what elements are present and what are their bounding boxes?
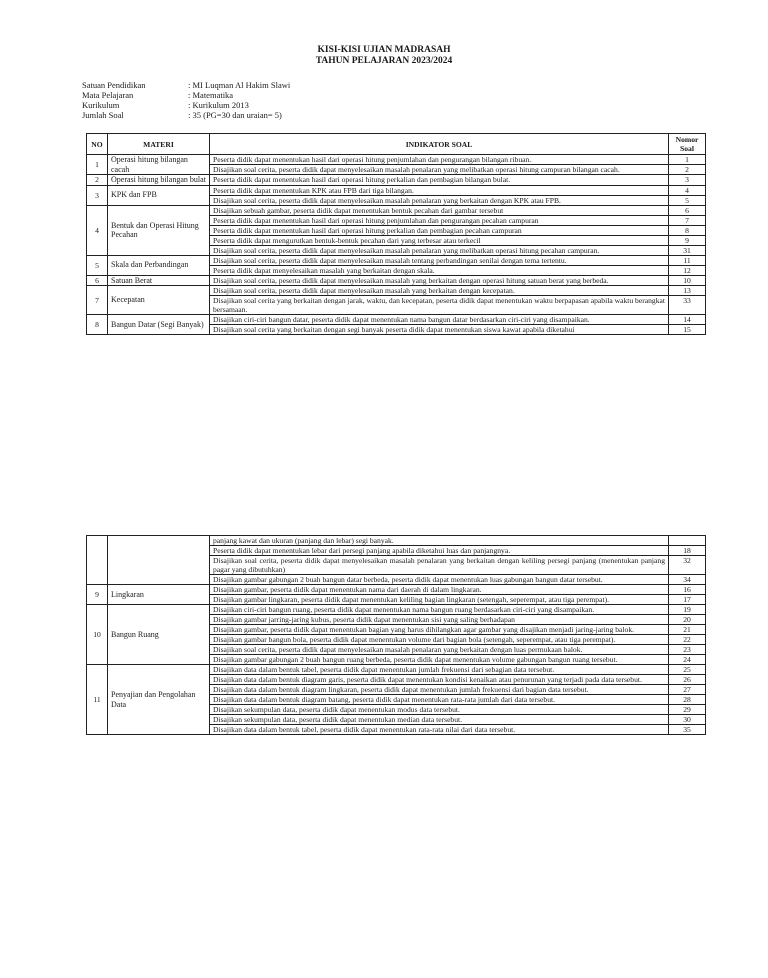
row-indikator: Peserta didik dapat menentukan lebar dari persegi panjang apabila diketahui luas dan panjangnya. [210,546,669,556]
row-no: 8 [87,315,108,335]
table-row [87,536,706,546]
row-nomor-soal: 26 [669,675,706,685]
row-nomor-soal: 30 [669,715,706,725]
row-nomor-soal: 11 [669,255,706,265]
table-row [87,315,706,325]
header-no: NO [87,134,108,155]
row-nomor-soal: 29 [669,705,706,715]
row-nomor-soal: 25 [669,665,706,675]
row-indikator: Disajikan gambar jarring-jaring kubus, peserta didik dapat menentukan sisi yang saling berhadapan [210,615,669,625]
row-nomor-soal: 23 [669,645,706,655]
row-nomor-soal: 6 [669,205,706,215]
info-row-jumlah [82,110,290,120]
row-indikator: Disajikan ciri-ciri bangun datar, peserta didik dapat menentukan nama bangun datar berdasarkan ciri-ciri yang disampaikan. [210,315,669,325]
table-row [87,585,706,595]
info-value: : 35 (PG=30 dan uraian= 5) [188,110,282,120]
row-nomor-soal: 33 [669,296,706,315]
table-body [87,155,706,335]
row-nomor-soal: 10 [669,275,706,286]
info-label: Mata Pelajaran [82,90,134,100]
kisi-kisi-table-page-2 [86,535,706,735]
info-label: Jumlah Soal [82,110,124,120]
header-nomor-soal: Nomor Soal [669,134,706,155]
row-materi: Operasi hitung bilangan bulat [108,175,210,186]
table-row [87,275,706,286]
row-nomor-soal: 27 [669,685,706,695]
row-indikator: Peserta didik dapat menentukan hasil dari operasi hitung penjumlahan dan pengurangan bilangan ribuan. [210,155,669,165]
row-materi: KPK dan FPB [108,185,210,205]
row-nomor-soal: 28 [669,695,706,705]
row-indikator: Disajikan data dalam bentuk diagram garis, peserta didik dapat menentukan kondisi kenaikan atau penurunan yang terjadi pada data tersebut. [210,675,669,685]
row-indikator: Disajikan gambar gabungan 2 buah bangun ruang berbeda, peserta didik dapat menentukan volume gabungan bangun ruang tersebut. [210,655,669,665]
row-indikator: Disajikan sebuah gambar, peserta didik dapat menentukan bentuk pecahan dari gambar tersebut [210,205,669,215]
row-nomor-soal: 15 [669,325,706,335]
row-indikator: Disajikan gambar, peserta didik dapat menentukan bagian yang harus dihilangkan agar gambar yang disajikan menjadi jaring-jaring balok. [210,625,669,635]
row-indikator: Disajikan data dalam bentuk diagram batang, peserta didik dapat menentukan rata-rata jumlah dari data tersebut. [210,695,669,705]
table-row [87,286,706,296]
kisi-kisi-table-page-1 [86,133,706,335]
row-indikator: Disajikan soal cerita, peserta didik dapat menyelesaikan masalah penalaran yang melibatkan operasi hitung campuran bilangan cacah. [210,165,669,175]
row-indikator: Peserta didik dapat menentukan hasil dari operasi hitung penjumlahan dan pengurangan pecahan campuran [210,215,669,225]
row-nomor-soal: 18 [669,546,706,556]
row-nomor-soal: 16 [669,585,706,595]
table-row [87,255,706,265]
row-indikator: Disajikan data dalam bentuk diagram lingkaran, peserta didik dapat menentukan jumlah frekuensi dari bagian data tersebut. [210,685,669,695]
table-row [87,185,706,195]
row-indikator: Disajikan soal cerita, peserta didik dapat menyelesaikan masalah penalaran yang berkaitan dengan KPK atau FPB. [210,195,669,205]
info-label: Kurikulum [82,100,120,110]
row-indikator: Disajikan data dalam bentuk tabel, peserta didik dapat menentukan jumlah frekuensi dari sebagian data tersebut. [210,665,669,675]
row-indikator: Disajikan ciri-ciri bangun ruang, peserta didik dapat menentukan nama bangun ruang berdasarkan ciri-ciri yang disampaikan. [210,605,669,615]
row-indikator: Peserta didik dapat menentukan KPK atau FPB dari tiga bilangan. [210,185,669,195]
row-nomor-soal: 12 [669,265,706,275]
row-materi: Lingkaran [108,585,210,605]
row-materi: Skala dan Perbandingan [108,255,210,275]
row-nomor-soal: 24 [669,655,706,665]
table-body [87,536,706,735]
row-nomor-soal: 34 [669,575,706,585]
row-indikator: Disajikan soal cerita, peserta didik dapat menyelesaikan masalah tentang perbandingan senilai dengan tema tertentu. [210,255,669,265]
title-line-2: TAHUN PELAJARAN 2023/2024 [315,56,453,66]
row-indikator: Peserta didik dapat menentukan hasil dari operasi hitung perkalian dan pembagian pecahan campuran [210,225,669,235]
row-materi: Bangun Datar (Segi Banyak) [108,315,210,335]
document-info [82,80,290,120]
row-indikator: Disajikan soal cerita yang berkaitan dengan segi banyak peserta didik dapat menentukan siswa kawat apabila diketahui [210,325,669,335]
title-line-1: KISI-KISI UJIAN MADRASAH [317,45,451,55]
row-nomor-soal: 13 [669,286,706,296]
row-nomor-soal: 20 [669,615,706,625]
header-indikator: INDIKATOR SOAL [210,134,669,155]
row-no: 9 [87,585,108,605]
row-indikator: Disajikan soal cerita, peserta didik dapat menyelesaikan masalah yang berkaitan dengan kecepatan. [210,286,669,296]
row-no: 2 [87,175,108,186]
row-nomor-soal: 35 [669,725,706,735]
row-nomor-soal: 31 [669,245,706,255]
row-no: 1 [87,155,108,175]
row-no: 6 [87,275,108,286]
row-nomor-soal: 14 [669,315,706,325]
row-no: 3 [87,185,108,205]
table-header-row [87,134,706,155]
row-nomor-soal: 7 [669,215,706,225]
row-indikator: Disajikan soal cerita, peserta didik dapat menyelesaikan masalah yang berkaitan dengan operasi hitung satuan berat yang berbeda. [210,275,669,286]
row-materi: Bangun Ruang [108,605,210,665]
row-nomor-soal: 5 [669,195,706,205]
table-row [87,665,706,675]
info-row-satuan [82,80,290,90]
row-nomor-soal: 8 [669,225,706,235]
row-materi: Satuan Berat [108,275,210,286]
row-indikator: Disajikan soal cerita, peserta didik dapat menyelesaikan masalah penalaran yang berkaitan dengan keliling persegi panjang (menentukan panjang pagar yang dibutuhkan) [210,556,669,575]
row-indikator: Disajikan data dalam bentuk tabel, peserta didik dapat menentukan rata-rata nilai dari data tersebut. [210,725,669,735]
row-indikator: Disajikan soal cerita, peserta didik dapat menyelesaikan masalah penalaran yang melibatkan operasi hitung pecahan campuran. [210,245,669,255]
table-row [87,175,706,186]
row-nomor-soal: 22 [669,635,706,645]
row-nomor-soal: 21 [669,625,706,635]
row-no: 5 [87,255,108,275]
row-no: 10 [87,605,108,665]
row-indikator: Peserta didik dapat menentukan hasil dari operasi hitung perkalian dan pembagian bilangan bulat. [210,175,669,186]
info-row-kurikulum [82,100,290,110]
header-materi: MATERI [108,134,210,155]
info-value: : MI Luqman Al Hakim Slawi [188,80,291,90]
row-materi [108,536,210,585]
row-nomor-soal: 17 [669,595,706,605]
row-materi: Kecepatan [108,286,210,315]
row-indikator: Disajikan soal cerita yang berkaitan dengan jarak, waktu, dan kecepatan, peserta didik dapat menentukan waktu berpapasan apabila waktu berangkat bersamaan. [210,296,669,315]
row-nomor-soal: 4 [669,185,706,195]
row-indikator: Disajikan sekumpulan data, peserta didik dapat menentukan median data tersebut. [210,715,669,725]
row-no: 7 [87,286,108,315]
row-nomor-soal: 19 [669,605,706,615]
row-nomor-soal: 32 [669,556,706,575]
row-materi: Bentuk dan Operasi Hitung Pecahan [108,205,210,255]
row-indikator: Disajikan gambar lingkaran, peserta didik dapat menentukan keliling bagian lingkaran (setengah, seperempat, atau tiga perempat). [210,595,669,605]
row-indikator: Disajikan gambar gabungan 2 buah bangun datar berbeda, peserta didik dapat menentukan luas gabungan bangun datar tersebut. [210,575,669,585]
info-value: : Matematika [188,90,234,100]
row-indikator: Disajikan gambar bangun bola, peserta didik dapat menentukan volume dari bagian bola (setengah, seperempat, atau tiga perempat). [210,635,669,645]
row-nomor-soal: 9 [669,235,706,245]
row-indikator: Disajikan gambar, peserta didik dapat menentukan nama dari daerah di dalam lingkaran. [210,585,669,595]
row-indikator: panjang kawat dan ukuran (panjang dan lebar) segi banyak. [210,536,669,546]
row-indikator: Peserta didik dapat menyelesaikan masalah yang berkaitan dengan skala. [210,265,669,275]
row-no [87,536,108,585]
row-indikator: Disajikan sekumpulan data, peserta didik dapat menentukan modus data tersebut. [210,705,669,715]
row-nomor-soal: 3 [669,175,706,186]
row-materi: Operasi hitung bilangan cacah [108,155,210,175]
info-label: Satuan Pendidikan [82,80,146,90]
row-materi: Penyajian dan Pengolahan Data [108,665,210,735]
row-no: 11 [87,665,108,735]
row-no: 4 [87,205,108,255]
table-row [87,155,706,165]
info-row-mapel [82,90,290,100]
table-row [87,605,706,615]
info-value: : Kurikulum 2013 [188,100,249,110]
row-nomor-soal: 2 [669,165,706,175]
row-indikator: Peserta didik dapat mengurutkan bentuk-bentuk pecahan dari yang terbesar atau terkecil [210,235,669,245]
row-nomor-soal: 1 [669,155,706,165]
row-nomor-soal [669,536,706,546]
row-indikator: Disajikan soal cerita, peserta didik dapat menyelesaikan masalah penalaran yang berkaitan dengan luas permukaan balok. [210,645,669,655]
document-title [0,45,768,67]
table-row [87,205,706,215]
